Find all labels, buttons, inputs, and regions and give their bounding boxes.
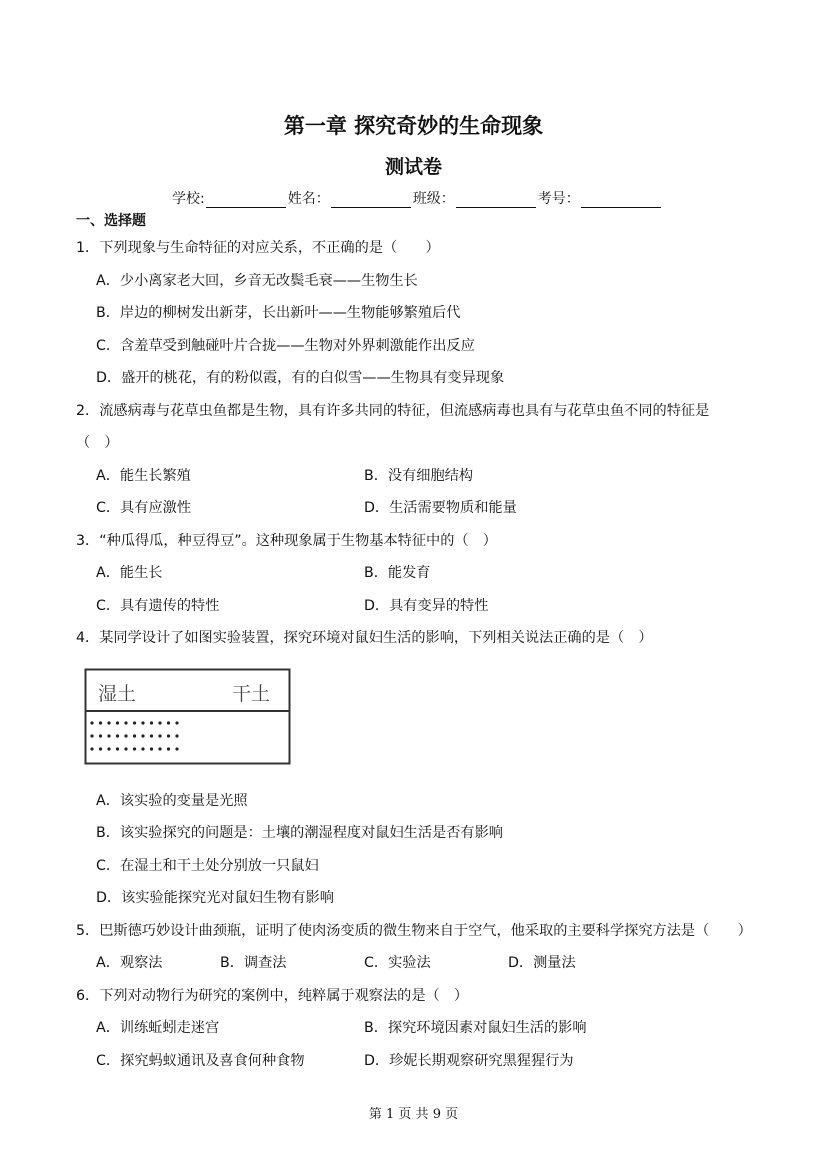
soil-dot [124,747,127,750]
soil-dot [133,721,136,724]
q1-option-b: B．岸边的柳树发出新芽，长出新叶——生物能够繁殖后代 [96,305,461,321]
q2-option-d: D．生活需要物质和能量 [364,500,517,516]
page-title: 第一章 探究奇妙的生命现象 [283,114,544,138]
school-blank[interactable] [206,191,286,208]
soil-dot [150,721,153,724]
q3-option-c: C．具有遗传的特性 [96,598,220,614]
soil-dot [175,734,178,737]
class-label: 班级： [412,191,455,207]
question-2-stem-cont: （ ） [76,435,119,451]
q2-option-a: A．能生长繁殖 [96,468,191,484]
soil-dot [90,734,93,737]
soil-dot [141,734,144,737]
q4-option-b: B．该实验探究的问题是：土壤的潮湿程度对鼠妇生活是否有影响 [96,825,503,841]
question-1-stem: 1．下列现象与生命特征的对应关系，不正确的是（ ） [76,240,440,256]
page-footer: 第 1 页 共 9 页 [368,1107,459,1122]
soil-dot [99,747,102,750]
q2-option-b: B．没有细胞结构 [364,468,474,484]
q1-option-a: A．少小离家老大回，乡音无改鬓毛衰——生物生长 [96,273,418,289]
q5-option-c: C．实验法 [364,955,431,971]
q6-option-d: D．珍妮长期观察研究黑猩猩行为 [364,1053,574,1069]
diagram-wet-soil-label: 湿土 [98,683,137,705]
name-blank[interactable] [331,191,411,208]
soil-dot [158,734,161,737]
section-heading: 一、选择题 [76,213,146,229]
q6-option-c: C．探究蚂蚁通讯及喜食何种食物 [96,1053,305,1069]
name-label: 姓名： [287,191,330,207]
soil-dot [150,747,153,750]
soil-dot [158,721,161,724]
q1-option-d: D．盛开的桃花，有的粉似霞，有的白似雪——生物具有变异现象 [96,370,505,386]
question-6-stem: 6．下列对动物行为研究的案例中，纯粹属于观察法的是（ ） [76,988,469,1004]
soil-dot [90,747,93,750]
soil-dot [99,721,102,724]
soil-dot [116,721,119,724]
soil-dot [167,734,170,737]
soil-dot [116,734,119,737]
soil-dot [150,734,153,737]
student-info-line [172,188,663,208]
soil-dot [116,747,119,750]
question-2-stem: 2．流感病毒与花草虫鱼都是生物，具有许多共同的特征，但流感病毒也具有与花草虫鱼不同的特征是 [76,403,710,419]
soil-dot [175,747,178,750]
soil-dot [158,747,161,750]
q6-option-a: A．训练蚯蚓走迷宫 [96,1020,220,1036]
soil-dot [141,747,144,750]
school-label: 学校: [172,191,205,207]
q3-option-a: A．能生长 [96,565,163,581]
soil-dot [175,721,178,724]
q2-option-c: C．具有应激性 [96,500,192,516]
question-4-stem: 4．某同学设计了如图实验装置，探究环境对鼠妇生活的影响，下列相关说法正确的是（ ） [76,630,653,646]
diagram-dry-soil-label: 干土 [232,683,271,705]
soil-dot [133,734,136,737]
q6-option-b: B．探究环境因素对鼠妇生活的影响 [364,1020,587,1036]
exam-no-label: 考号： [537,191,580,207]
soil-dot [90,721,93,724]
class-blank[interactable] [456,191,536,208]
soil-dot [141,721,144,724]
exam-no-blank[interactable] [581,191,661,208]
q4-option-a: A．该实验的变量是光照 [96,793,248,809]
soil-dot [167,747,170,750]
q5-option-a: A．观察法 [96,955,163,971]
experiment-diagram [84,668,292,766]
q5-option-d: D．测量法 [508,955,576,971]
q4-option-c: C．在湿土和干土处分别放一只鼠妇 [96,858,319,874]
soil-dot [124,721,127,724]
q4-option-d: D．该实验能探究光对鼠妇生物有影响 [96,890,334,906]
soil-dot [124,734,127,737]
soil-dot [167,721,170,724]
question-3-stem: 3．“种瓜得瓜，种豆得豆”。这种现象属于生物基本特征中的（ ） [76,533,497,549]
q1-option-c: C．含羞草受到触碰叶片合拢——生物对外界刺激能作出反应 [96,338,475,354]
q3-option-d: D．具有变异的特性 [364,598,489,614]
soil-dot [133,747,136,750]
soil-dot [107,747,110,750]
q3-option-b: B．能发育 [364,565,431,581]
q5-option-b: B．调查法 [220,955,287,971]
soil-dot [107,721,110,724]
soil-dot [107,734,110,737]
soil-dot [99,734,102,737]
question-5-stem: 5．巴斯德巧妙设计曲颈瓶，证明了使肉汤变质的微生物来自于空气，他采取的主要科学探究方法是（ ） [76,923,752,939]
page-subtitle: 测试卷 [384,156,442,178]
